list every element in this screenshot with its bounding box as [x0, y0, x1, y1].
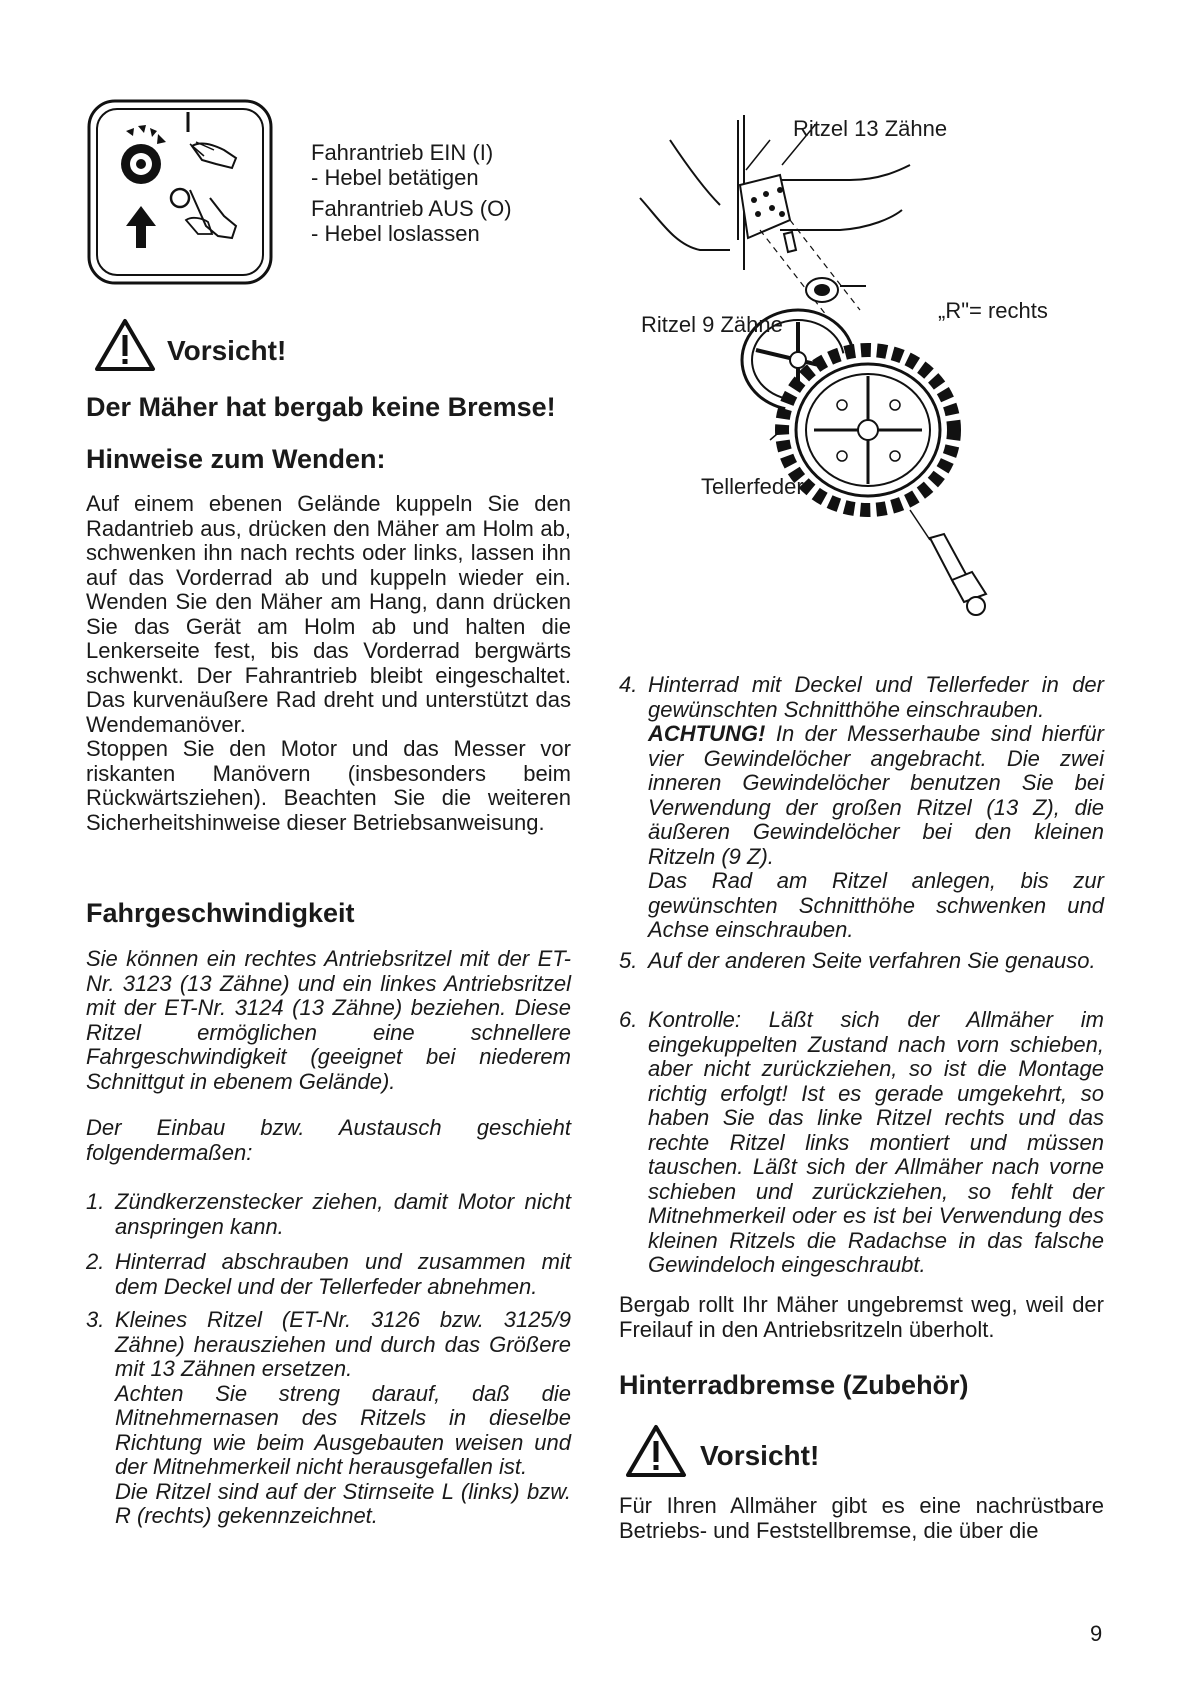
- step-4: [619, 673, 1104, 943]
- step-3: [86, 1308, 571, 1529]
- label-right-marking: „R"= rechts: [938, 298, 1048, 323]
- achtung-label: ACHTUNG!: [648, 721, 766, 746]
- wheel-assembly-diagram: [630, 110, 1110, 650]
- turning-heading: Hinweise zum Wenden:: [86, 444, 386, 474]
- drive-on-label: Fahrantrieb EIN (I): [311, 140, 494, 165]
- speed-heading: Fahrgeschwindigkeit: [86, 898, 355, 928]
- no-brake-statement: Der Mäher hat bergab keine Bremse!: [86, 392, 556, 422]
- step-number: 4.: [619, 672, 638, 697]
- brake-heading: Hinterradbremse (Zubehör): [619, 1370, 969, 1400]
- warning-title: Vorsicht!: [167, 335, 287, 366]
- step-number: 5.: [619, 948, 638, 973]
- warning-triangle-icon: [625, 1424, 687, 1478]
- turning-paragraph-1: Auf einem ebenen Gelände kuppeln Sie den Radantrieb aus, drücken den Mäher am Holm ab, schwenken ihn nach rechts oder links, lassen ihn auf das Vorderrad ab und kuppeln wieder ein. Wenden Sie den Mäher am Hang, dann drücken Sie das Gerät am Holm ab und halten die Lenkerseite fest, bis das Vorderrad bergwärts schwenkt. Der Fahrantrieb bleibt eingeschaltet. Das kurvenäußere Rad dreht und unterstützt das Wendemanöver.: [86, 491, 571, 737]
- step-text: Hinterrad abschrauben und zusammen mit dem Deckel und der Tellerfeder abnehmen.: [115, 1249, 571, 1299]
- speed-paragraph-1: Sie können ein rechtes Antriebsritzel mit der ET-Nr. 3123 (13 Zähne) und ein linkes Antriebsritzel mit der ET-Nr. 3124 (13 Zähne) beziehen. Diese Ritzel ermöglichen eine schnellere Fahrgeschwindigkeit (geeignet bei niederem Schnittgut in ebenem Gelände).: [86, 946, 571, 1094]
- brake-text: Für Ihren Allmäher gibt es eine nachrüstbare Betriebs- und Feststellbremse, die über die: [619, 1493, 1104, 1543]
- turning-paragraph-2: Stoppen Sie den Motor und das Messer vor riskanten Manövern (insbesonders beim Rückwärtsziehen). Beachten Sie die weiteren Sicherheitshinweise dieser Betriebsanweisung.: [86, 736, 571, 835]
- step-text: Kontrolle: Läßt sich der Allmäher im eingekuppelten Zustand nach vorn schieben, aber nicht zurückziehen, so ist die Montage richtig erfolgt! Ist es gerade umgekehrt, so haben Sie das linke Ritzel rechts und das rechte Ritzel links montiert und müssen tauschen. Läßt sich der Allmäher nach vorne schieben und zurückziehen, so fehlt der Mitnehmerkeil oder es ist bei Verwendung des kleinen Ritzels die Radachse in das falsche Gewindeloch eingeschraubt.: [648, 1007, 1104, 1277]
- step-number: 2.: [86, 1249, 105, 1274]
- step-number: 3.: [86, 1307, 105, 1332]
- step-text: Zündkerzenstecker ziehen, damit Motor nicht anspringen kann.: [115, 1189, 571, 1239]
- drive-lever-icon: [86, 98, 274, 286]
- step-note: Die Ritzel sind auf der Stirnseite L (links) bzw. R (rechts) gekennzeichnet.: [115, 1478, 571, 1528]
- drive-off-label: Fahrantrieb AUS (O): [311, 196, 512, 221]
- step-note: Das Rad am Ritzel anlegen, bis zur gewünschten Schnitthöhe schwenken und Achse einschrauben.: [648, 868, 1104, 942]
- drive-on-action: - Hebel betätigen: [311, 165, 479, 190]
- warning-triangle-icon: [94, 318, 156, 372]
- step-warning: [648, 722, 1104, 869]
- step-text: Auf der anderen Seite verfahren Sie genauso.: [648, 948, 1096, 973]
- brake-warning-title: Vorsicht!: [700, 1440, 820, 1471]
- step-text: Kleines Ritzel (ET-Nr. 3126 bzw. 3125/9 Zähne) herausziehen und durch das Größere mit 13 Zähnen ersetzen.: [115, 1307, 571, 1381]
- step-number: 6.: [619, 1007, 638, 1032]
- step-text: Hinterrad mit Deckel und Tellerfeder in der gewünschten Schnitthöhe einschrauben.: [648, 672, 1104, 722]
- speed-paragraph-2: Der Einbau bzw. Austausch geschieht folgendermaßen:: [86, 1115, 571, 1165]
- step-note: Achten Sie streng darauf, daß die Mitnehmernasen des Ritzels in dieselbe Richtung wie beim Ausgebauten weisen und der Mitnehmerkeil nicht herausgefallen ist.: [115, 1380, 571, 1479]
- page-number: 9: [1090, 1621, 1103, 1646]
- step-2: [86, 1250, 571, 1299]
- label-pinion-13-teeth: Ritzel 13 Zähne: [793, 116, 948, 141]
- downhill-note: Bergab rollt Ihr Mäher ungebremst weg, weil der Freilauf in den Antriebsritzeln überholt.: [619, 1292, 1104, 1342]
- drive-off-action: - Hebel loslassen: [311, 221, 480, 246]
- step-1: [86, 1190, 571, 1239]
- label-disc-spring: Tellerfeder: [701, 474, 804, 499]
- drive-lever-icon-box: [86, 98, 274, 286]
- step-5: [619, 949, 1104, 974]
- label-pinion-9-teeth: Ritzel 9 Zähne: [641, 312, 783, 337]
- step-6: [619, 1008, 1104, 1278]
- achtung-text: In der Messerhaube sind hierfür vier Gewindelöcher angebracht. Die zwei inneren Gewindelöcher benutzen Sie bei Verwendung der großen Ritzel (13 Z), die äußeren Gewindelöcher bei den kleinen Ritzeln (9 Z).: [648, 721, 1104, 869]
- step-number: 1.: [86, 1189, 105, 1214]
